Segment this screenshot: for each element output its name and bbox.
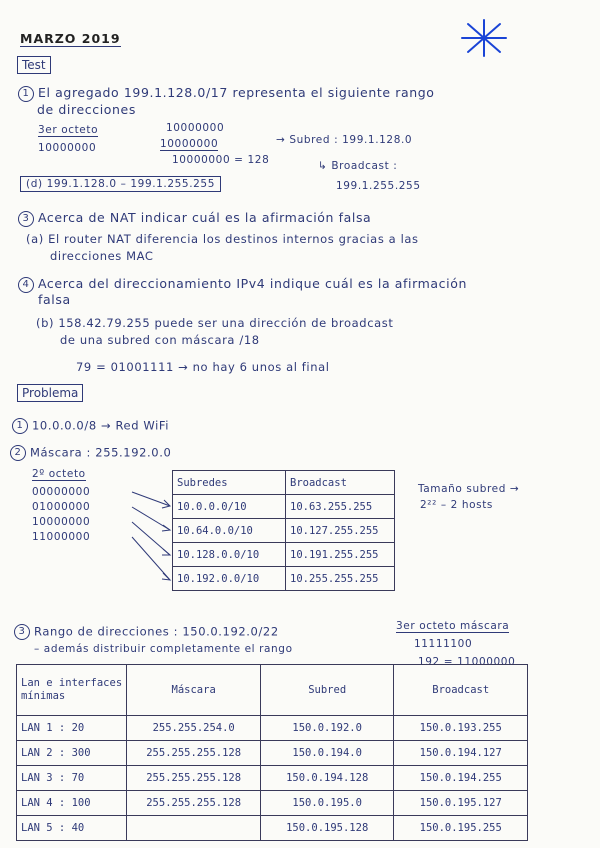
table-row [173, 567, 395, 591]
broadcast-cell: 10.127.255.255 [286, 519, 395, 543]
q3-answer-line2: direcciones MAC [50, 249, 154, 263]
q1-binary-2: 10000000 [160, 138, 219, 150]
question-3-number: 3 [18, 211, 34, 227]
table-header-row [173, 471, 395, 495]
subnet-table-header-subredes: Subredes [173, 471, 286, 495]
q1-broadcast-value: 199.1.255.255 [336, 180, 421, 192]
p2-octet-4: 11000000 [32, 531, 91, 543]
vlsm-table [16, 664, 528, 841]
mask-cell: 255.255.255.128 [127, 791, 261, 816]
subred-cell: 150.0.192.0 [260, 716, 394, 741]
q3-answer-line1: (a) El router NAT diferencia los destinos internos gracias a las [26, 232, 419, 246]
mask-cell: 255.255.255.128 [127, 741, 261, 766]
question-1-number: 1 [18, 86, 34, 102]
lan-cell: LAN 5 : 40 [17, 816, 127, 841]
subnet-table [172, 470, 395, 591]
question-4-statement-line2: falsa [38, 292, 71, 307]
table-row [17, 716, 528, 741]
vlsm-header-lan: Lan e interfaces mínimas [17, 665, 127, 716]
subnet-cell: 10.64.0.0/10 [173, 519, 286, 543]
table-row [17, 766, 528, 791]
p3-mask-note-192: 192 = 11000000 [418, 656, 516, 668]
p2-octet-2: 01000000 [32, 501, 91, 513]
table-row [173, 495, 395, 519]
table-row [17, 816, 528, 841]
subnet-table-header-broadcast: Broadcast [286, 471, 395, 495]
problem-3-range: Rango de direcciones : 150.0.192.0/22 [34, 624, 279, 639]
test-label: Test [17, 56, 51, 74]
p2-size-line1: Tamaño subred → [418, 483, 520, 495]
problem-3-number: 3 [14, 624, 30, 640]
broadcast-cell: 150.0.195.255 [394, 816, 528, 841]
problem-3-range-line2: – además distribuir completamente el rango [34, 643, 293, 655]
problema-label: Problema [17, 384, 83, 402]
p2-size-line2: 2²² – 2 hosts [420, 499, 493, 511]
subred-cell: 150.0.194.128 [260, 766, 394, 791]
question-1-statement-line2: de direcciones [37, 102, 136, 117]
subnet-cell: 10.128.0.0/10 [173, 543, 286, 567]
p2-octet-3: 10000000 [32, 516, 91, 528]
vlsm-header-subred: Subred [260, 665, 394, 716]
lan-cell: LAN 4 : 100 [17, 791, 127, 816]
lan-cell: LAN 3 : 70 [17, 766, 127, 791]
table-row [173, 519, 395, 543]
broadcast-cell: 10.255.255.255 [286, 567, 395, 591]
table-header-row [17, 665, 528, 716]
table-row [17, 791, 528, 816]
broadcast-cell: 150.0.194.255 [394, 766, 528, 791]
broadcast-cell: 10.191.255.255 [286, 543, 395, 567]
broadcast-cell: 10.63.255.255 [286, 495, 395, 519]
subnet-cell: 10.192.0.0/10 [173, 567, 286, 591]
question-1-statement-line1: El agregado 199.1.128.0/17 representa el siguiente rango [38, 85, 435, 100]
q1-broadcast-label: ↳ Broadcast : [318, 160, 398, 172]
vlsm-header-broadcast: Broadcast [394, 665, 528, 716]
mask-cell: 255.255.254.0 [127, 716, 261, 741]
vlsm-header-mask: Máscara [127, 665, 261, 716]
table-row [173, 543, 395, 567]
p2-octet-label: 2º octeto [32, 468, 86, 480]
lan-cell: LAN 1 : 20 [17, 716, 127, 741]
subred-cell: 150.0.195.0 [260, 791, 394, 816]
question-4-number: 4 [18, 277, 34, 293]
problem-3 [14, 624, 279, 640]
mask-cell [127, 816, 261, 841]
broadcast-cell: 150.0.193.255 [394, 716, 528, 741]
broadcast-cell: 150.0.195.127 [394, 791, 528, 816]
subred-cell: 150.0.195.128 [260, 816, 394, 841]
p3-mask-note-value: 11111100 [414, 638, 473, 650]
subred-cell: 150.0.194.0 [260, 741, 394, 766]
p2-octet-1: 00000000 [32, 486, 91, 498]
question-4-statement-line1: Acerca del direccionamiento IPv4 indique cuál es la afirmación [38, 276, 467, 291]
question-3-statement: Acerca de NAT indicar cuál es la afirmación falsa [38, 210, 372, 225]
problem-2-mask: Máscara : 255.192.0.0 [30, 445, 172, 460]
q1-octet-label: 3er octeto [38, 124, 99, 136]
q1-subred: → Subred : 199.1.128.0 [276, 134, 413, 146]
q4-answer-line1: (b) 158.42.79.255 puede ser una dirección de broadcast [36, 316, 394, 330]
page-date: MARZO 2019 [20, 31, 121, 46]
q1-binary-1: 10000000 [166, 122, 225, 134]
subnet-cell: 10.0.0.0/10 [173, 495, 286, 519]
table-row [17, 741, 528, 766]
lan-cell: LAN 2 : 300 [17, 741, 127, 766]
broadcast-cell: 150.0.194.127 [394, 741, 528, 766]
q1-binary-left: 10000000 [38, 142, 97, 154]
problem-2-number: 2 [10, 445, 26, 461]
mask-cell: 255.255.255.128 [127, 766, 261, 791]
q4-note: 79 = 01001111 → no hay 6 unos al final [76, 360, 330, 374]
problem-1-text: 10.0.0.0/8 → Red WiFi [32, 418, 170, 433]
q1-binary-3: 10000000 = 128 [172, 154, 270, 166]
problem-1-number: 1 [12, 418, 28, 434]
q1-answer-box: (d) 199.1.128.0 – 199.1.255.255 [20, 176, 221, 192]
q4-answer-line2: de una subred con máscara /18 [60, 333, 260, 347]
p3-mask-note-label: 3er octeto máscara [396, 620, 510, 632]
